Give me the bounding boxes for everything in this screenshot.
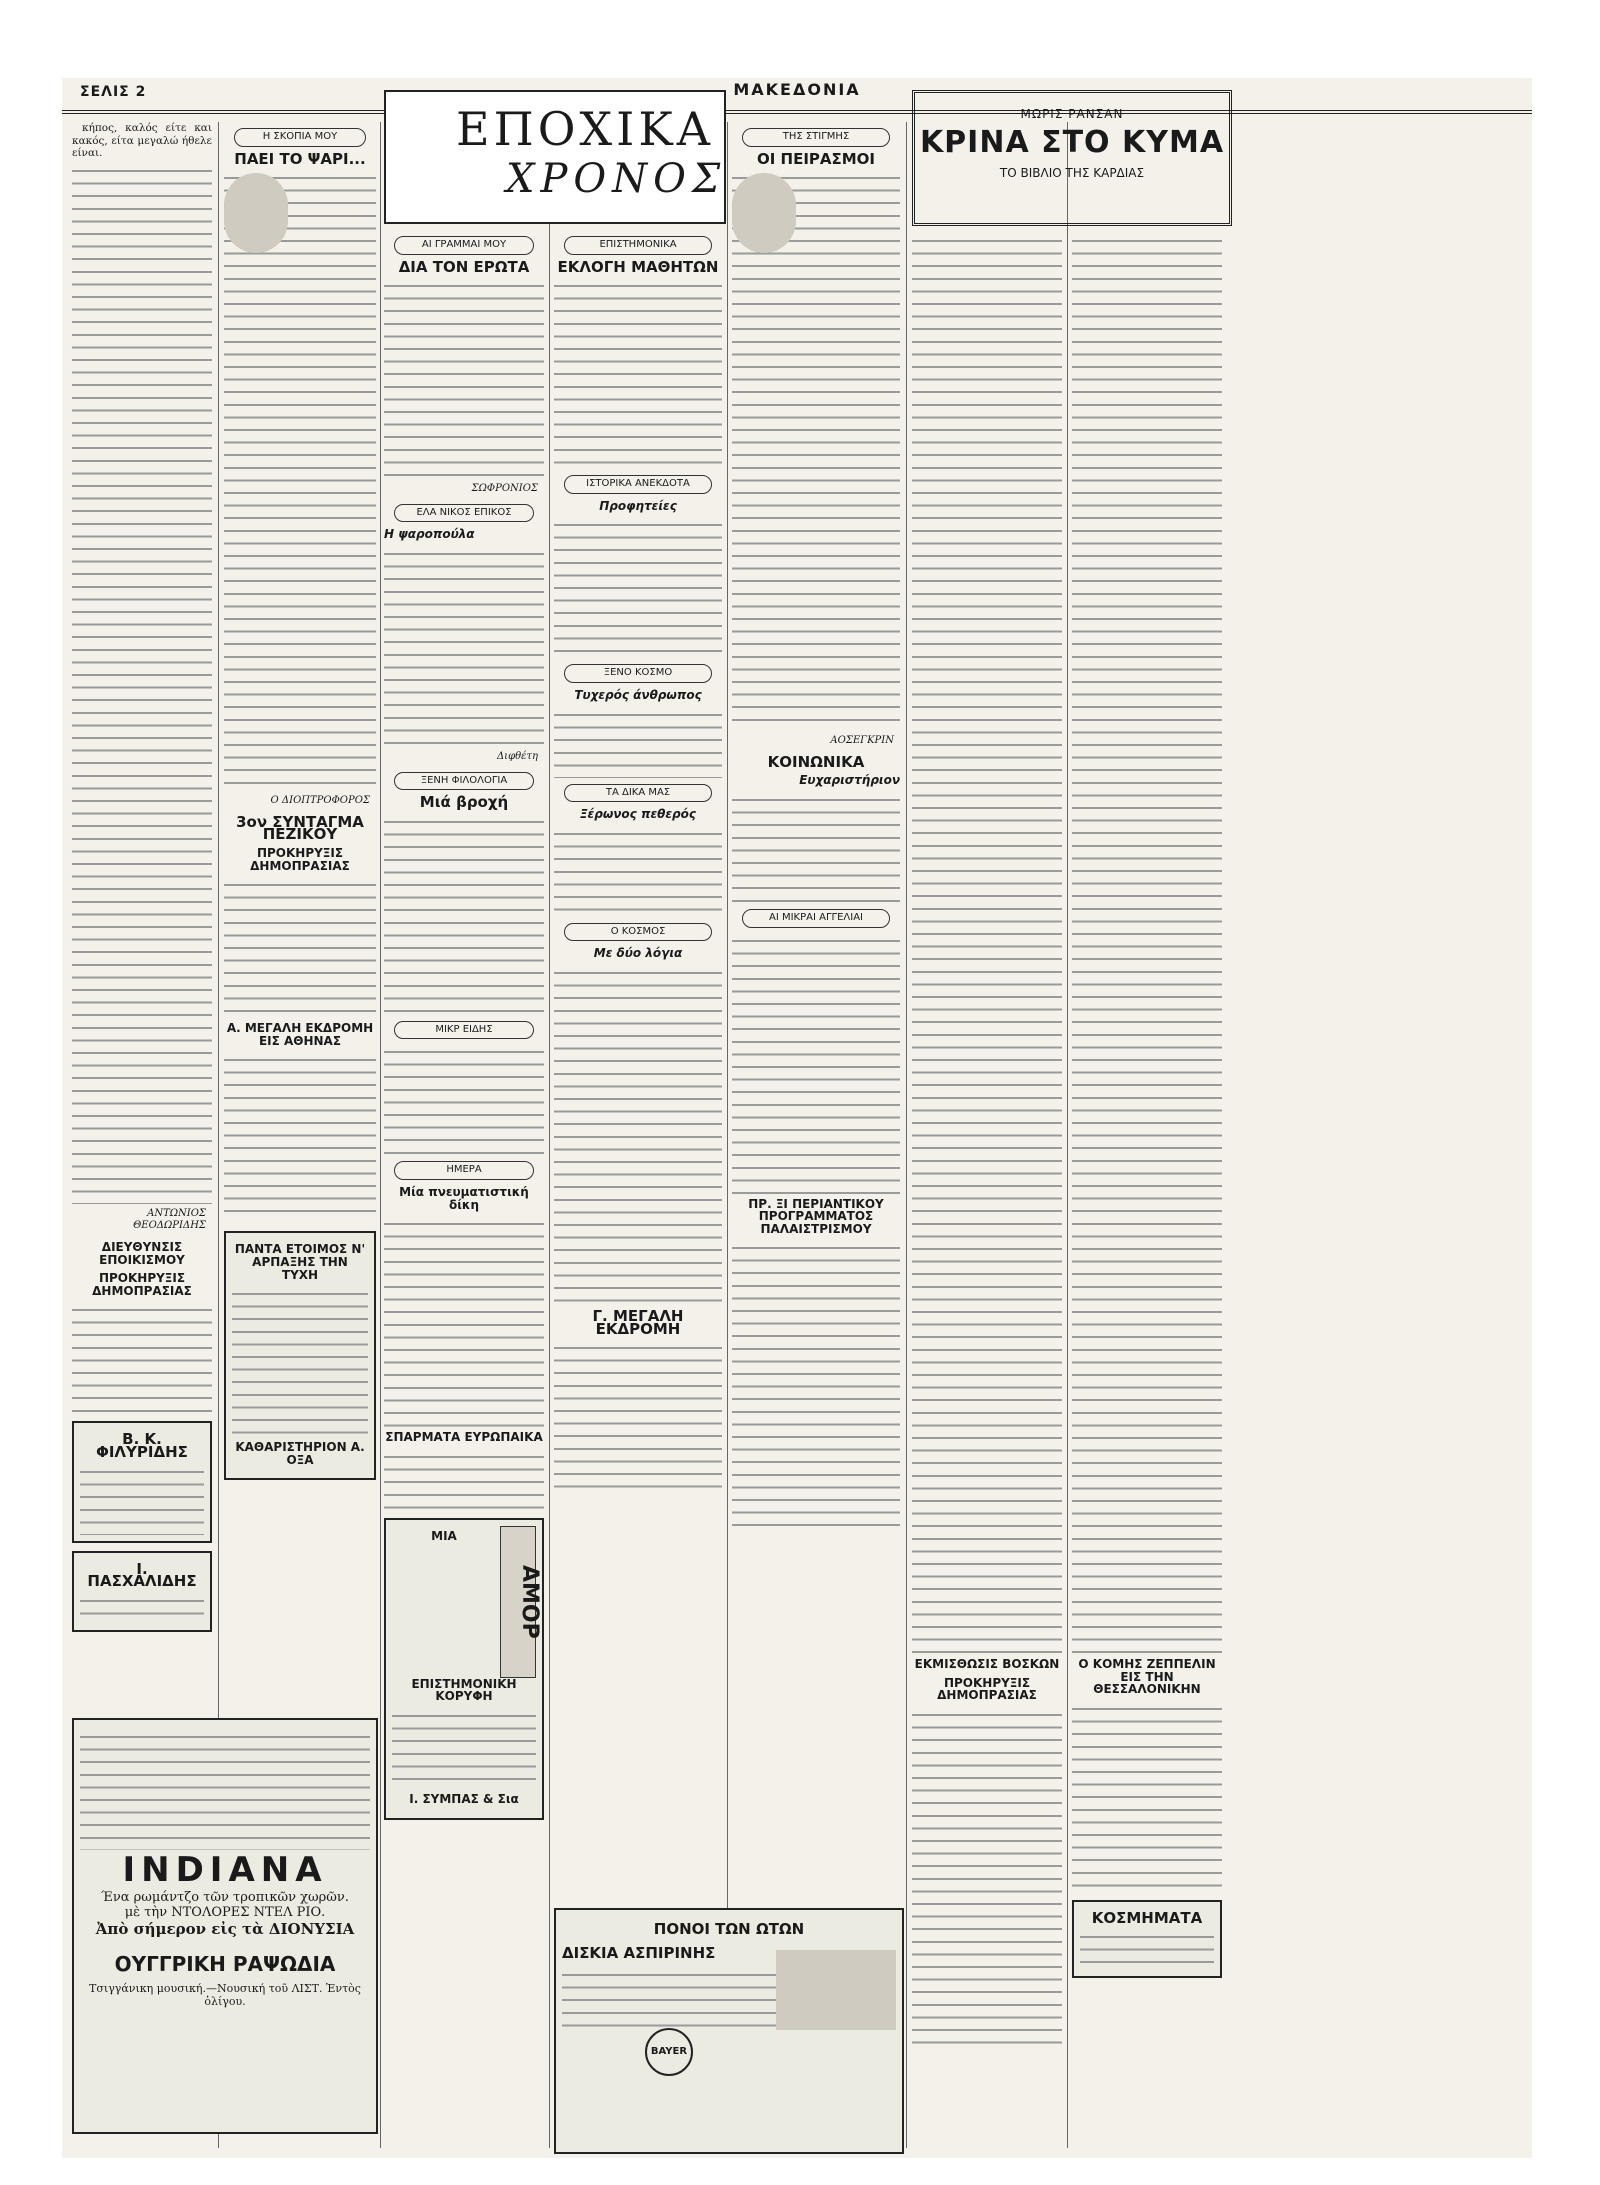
pediatrician-ad [72, 1551, 212, 1632]
article-title: ΕΚΛΟΓΗ ΜΑΘΗΤΩΝ [557, 257, 719, 276]
column-7 [1072, 230, 1222, 2148]
article-body-text [224, 171, 376, 791]
item-text [554, 966, 722, 1306]
zeppelin-title: Ο ΚΟΜΗΣ ΖΕΠΠΕΛΙΝ ΕΙΣ ΤΗΝ ΘΕΣΣΑΛΟΝΙΚΗΝ [1078, 1657, 1216, 1697]
poem-title: Η ψαροπούλα [384, 527, 475, 542]
section-kicker: Η ΣΚΟΠΙΑ ΜΟΥ [234, 128, 366, 147]
book-series: ΤΟ ΒΙΒΛΙΟ ΤΗΣ ΚΑΡΔΙΑΣ [999, 166, 1145, 180]
section-kicker: ΜΙΚΡ ΕΙΔΗΣ [394, 1021, 534, 1040]
item-text [554, 708, 722, 778]
amor-seller: Ι. ΣΥΜΠΑΣ & Σια [409, 1791, 519, 1806]
author-signature: ΑΟΣΕΓΚΡΙΝ [830, 735, 894, 747]
pasture-lease-title: ΕΚΜΙΣΘΩΣΙΣ ΒΟΣΚΩΝ [914, 1657, 1060, 1671]
column-3 [384, 230, 544, 2148]
film-line-4: Τσιγγάνικη μουσική.—Νουσική τοῦ ΛΙΣΤ. Ἐντὸς ὀλίγου. [89, 1982, 361, 2008]
article-body-text [732, 171, 900, 731]
item-title: Ξέρωνος πεθερός [579, 807, 697, 822]
column-rule [727, 122, 728, 2148]
pediatrician-name: Ι. ΠΑΣΧΑΛΙΔΗΣ [87, 1559, 197, 1591]
newspaper-page [62, 78, 1532, 2158]
book-banner [912, 90, 1232, 226]
section-kicker: ΙΣΤΟΡΙΚΑ ΑΝΕΚΔΟΤΑ [564, 475, 712, 494]
story-text [384, 815, 544, 1015]
column-rule [906, 122, 907, 2148]
serial-novel-text [912, 234, 1062, 1654]
regiment-text [224, 878, 376, 1018]
section-kicker: ΗΜΕΡΑ [394, 1161, 534, 1180]
cinema-ad-intro [80, 1730, 370, 1850]
article-title: ΟΙ ΠΕΙΡΑΣΜΟΙ [756, 149, 876, 168]
film-line-3: Ἀπὸ σήμερον εἰς τὰ ΔΙΟΝΥΣΙΑ [95, 1920, 355, 1938]
story-title: Μία πνευματιστική δίκη [399, 1184, 529, 1212]
small-ads-title: ΑΙ ΜΙΚΡΑΙ ΑΓΓΕΛΙΑΙ [742, 909, 890, 928]
amor-bottle-label: ΑΜΟΡ [517, 1564, 542, 1639]
jewellery-ad [1072, 1900, 1222, 1979]
caricature-image [224, 173, 288, 253]
film-title-2: ΟΥΓΓΡΙΚΗ ΡΑΨΩΔΙΑ [114, 1952, 336, 1976]
jewellery-text [1080, 1930, 1214, 1970]
program-text [732, 1241, 900, 1531]
article-title: ΠΑΕΙ ΤΟ ΨΑΡΙ... [234, 149, 366, 168]
author-signature: ΣΩΦΡΟΝΙΟΣ [471, 483, 538, 495]
cinema-ad [72, 1718, 378, 2134]
firm-ad-text [80, 1465, 204, 1535]
section-kicker: ΕΠΙΣΤΗΜΟΝΙΚΑ [564, 236, 712, 255]
thanks-text [732, 793, 900, 903]
program-title: ΠΡ. ΞΙ ΠΕΡΙΑΝΤΙΚΟΥ ΠΡΟΓΡΑΜΜΑΤΟΣ ΠΑΛΑΙΣΤΡΙΣΜΟΥ [748, 1196, 884, 1236]
film-line-1: Ένα ρωμάντζο τῶν τροπικῶν χωρῶν. [101, 1890, 349, 1905]
pasture-lease-text [912, 1708, 1062, 2048]
section-kicker: ΤΗΣ ΣΤΙΓΜΗΣ [742, 128, 890, 147]
author-signature: Ο ΔΙΟΠΤΡΟΦΟΡΟΣ [270, 795, 370, 807]
film-line-2: μὲ τὴν ΝΤΟΛΟΡΕΣ ΝΤΕΛ ΡΙΟ. [124, 1905, 326, 1920]
book-title: ΚΡΙΝΑ ΣΤΟ ΚΥΜΑ [919, 125, 1225, 160]
article-title: ΔΙΑ ΤΟΝ ΕΡΩΤΑ [398, 257, 530, 276]
section-kicker: ΕΛΑ ΝΙΚΟΣ ΕΠΙΚΟΣ [394, 504, 534, 523]
social-title: ΚΟΙΝΩΝΙΚΑ [767, 752, 865, 771]
bayer-logo: BAYER [645, 2028, 693, 2076]
header-art-word-1: ΕΠΟΧΙΚΑ [456, 102, 714, 156]
lottery-ad [224, 1231, 376, 1480]
column-6 [912, 230, 1062, 2148]
auction-text [72, 1303, 212, 1413]
excursion-title: Α. ΜΕΓΑΛΗ ΕΚΔΡΟΜΗ ΕΙΣ ΑΘΗΝΑΣ [226, 1021, 374, 1048]
item-title: Προφητείες [599, 498, 677, 513]
column-rule [380, 122, 381, 2148]
portrait-image [732, 173, 796, 253]
lottery-title: ΠΑΝΤΑ ΕΤΟΙΜΟΣ Ν' ΑΡΠΑΞΗΣ ΤΗΝ ΤΥΧΗ [234, 1242, 366, 1282]
header-art [384, 90, 726, 224]
column-4 [554, 230, 722, 2148]
excursion-title: Γ. ΜΕΓΑΛΗ ΕΚΔΡΟΜΗ [592, 1306, 684, 1338]
amor-kicker: ΜΙΑ ΕΠΙΣΤΗΜΟΝΙΚΗ ΚΟΡΥΦΗ [411, 1528, 517, 1704]
zeppelin-text [1072, 1702, 1222, 1892]
item-text [554, 518, 722, 658]
section-kicker: ΑΙ ΓΡΑΜΜΑΙ ΜΟΥ [394, 236, 534, 255]
item-title: Τυχερός άνθρωπος [574, 687, 702, 702]
firm-name: Β. Κ. ΦΙΛΥΡΙΔΗΣ [96, 1430, 188, 1461]
item-title: Με δύο λόγια [593, 946, 683, 961]
pasture-lease-subtitle: ΠΡΟΚΗΡΥΞΙΣ ΔΗΜΟΠΡΑΣΙΑΣ [937, 1675, 1037, 1703]
europe-text [384, 1450, 544, 1510]
column-rule [549, 122, 550, 2148]
section-kicker: ΞΕΝΗ ΦΙΛΟΛΟΓΙΑ [394, 772, 534, 791]
book-author: ΜΩΡΙΣ ΡΑΝΣΑΝ [1020, 107, 1124, 121]
item-text [554, 827, 722, 917]
poem-text [384, 547, 544, 747]
small-ads-text [732, 934, 900, 1194]
jewellery-title: ΚΟΣΜΗΜΑΤΑ [1091, 1908, 1203, 1927]
column-1-lead: κήπος, καλός είτε και κακός, είτα μεγαλώ ήθελε είναι. [72, 122, 212, 160]
amor-ad [384, 1518, 544, 1820]
newspaper-name: ΜΑΚΕΔΟΝΙΑ [733, 80, 861, 99]
story-text [384, 1217, 544, 1427]
regiment-subtitle: ΠΡΟΚΗΡΥΞΙΣ ΔΗΜΟΠΡΑΣΙΑΣ [250, 845, 350, 873]
aspirin-headline: ΠΟΝΟΙ ΤΩΝ ΩΤΩΝ [653, 1920, 805, 1938]
serial-novel-text [1072, 234, 1222, 1654]
poem-signature: Διφθέτη [496, 750, 538, 762]
author-signature: ΑΝΤΩΝΙΟΣ ΘΕΟΔΩΡΙΔΗΣ [133, 1207, 206, 1232]
excursion-text [554, 1341, 722, 1491]
header-art-word-2: ΧΡΟΝΟΣ [506, 156, 727, 202]
aspirin-product: ΔΙΣΚΙΑ ΑΣΠΙΡΙΝΗΣ [562, 1944, 716, 1962]
europe-title: ΣΠΑΡΜΑΤΑ ΕΥΡΩΠΑΙΚΑ [385, 1430, 543, 1445]
pediatrician-ad-text [80, 1594, 204, 1624]
column-rule [1067, 122, 1068, 2148]
lottery-text [232, 1287, 368, 1437]
page-number: ΣΕΛΙΣ 2 [80, 84, 147, 100]
section-kicker: ΤΑ ΔΙΚΑ ΜΑΣ [564, 784, 712, 803]
column-5 [732, 122, 900, 2148]
excursion-text [224, 1053, 376, 1223]
news-text [384, 1045, 544, 1155]
article-body-text [72, 164, 212, 1204]
section-kicker: ΞΕΝΟ ΚΟΣΜΟ [564, 664, 712, 683]
film-title: INDIANA [122, 1850, 328, 1890]
thanks-title: Ευχαριστήριον [799, 773, 900, 788]
amor-text [392, 1709, 536, 1789]
story-title: Μιά βροχή [419, 793, 509, 812]
laundry-name: ΚΑΘΑΡΙΣΤΗΡΙΟΝ Α. ΟΞΑ [235, 1440, 365, 1467]
article-body-text [384, 279, 544, 479]
masthead [62, 78, 1532, 114]
section-kicker: Ο ΚΟΣΜΟΣ [564, 923, 712, 942]
amor-bottle-image [500, 1526, 542, 1678]
article-body-text [554, 279, 722, 469]
regiment-title: 3ον ΣΥΝΤΑΓΜΑ ΠΕΖΙΚΟΥ [236, 812, 364, 844]
auction-title: ΠΡΟΚΗΡΥΞΙΣ ΔΗΜΟΠΡΑΣΙΑΣ [92, 1271, 192, 1298]
auction-kicker: ΔΙΕΥΘΥΝΣΙΣ ΕΠΟΙΚΙΣΜΟΥ [99, 1239, 185, 1267]
firm-ad [72, 1421, 212, 1542]
